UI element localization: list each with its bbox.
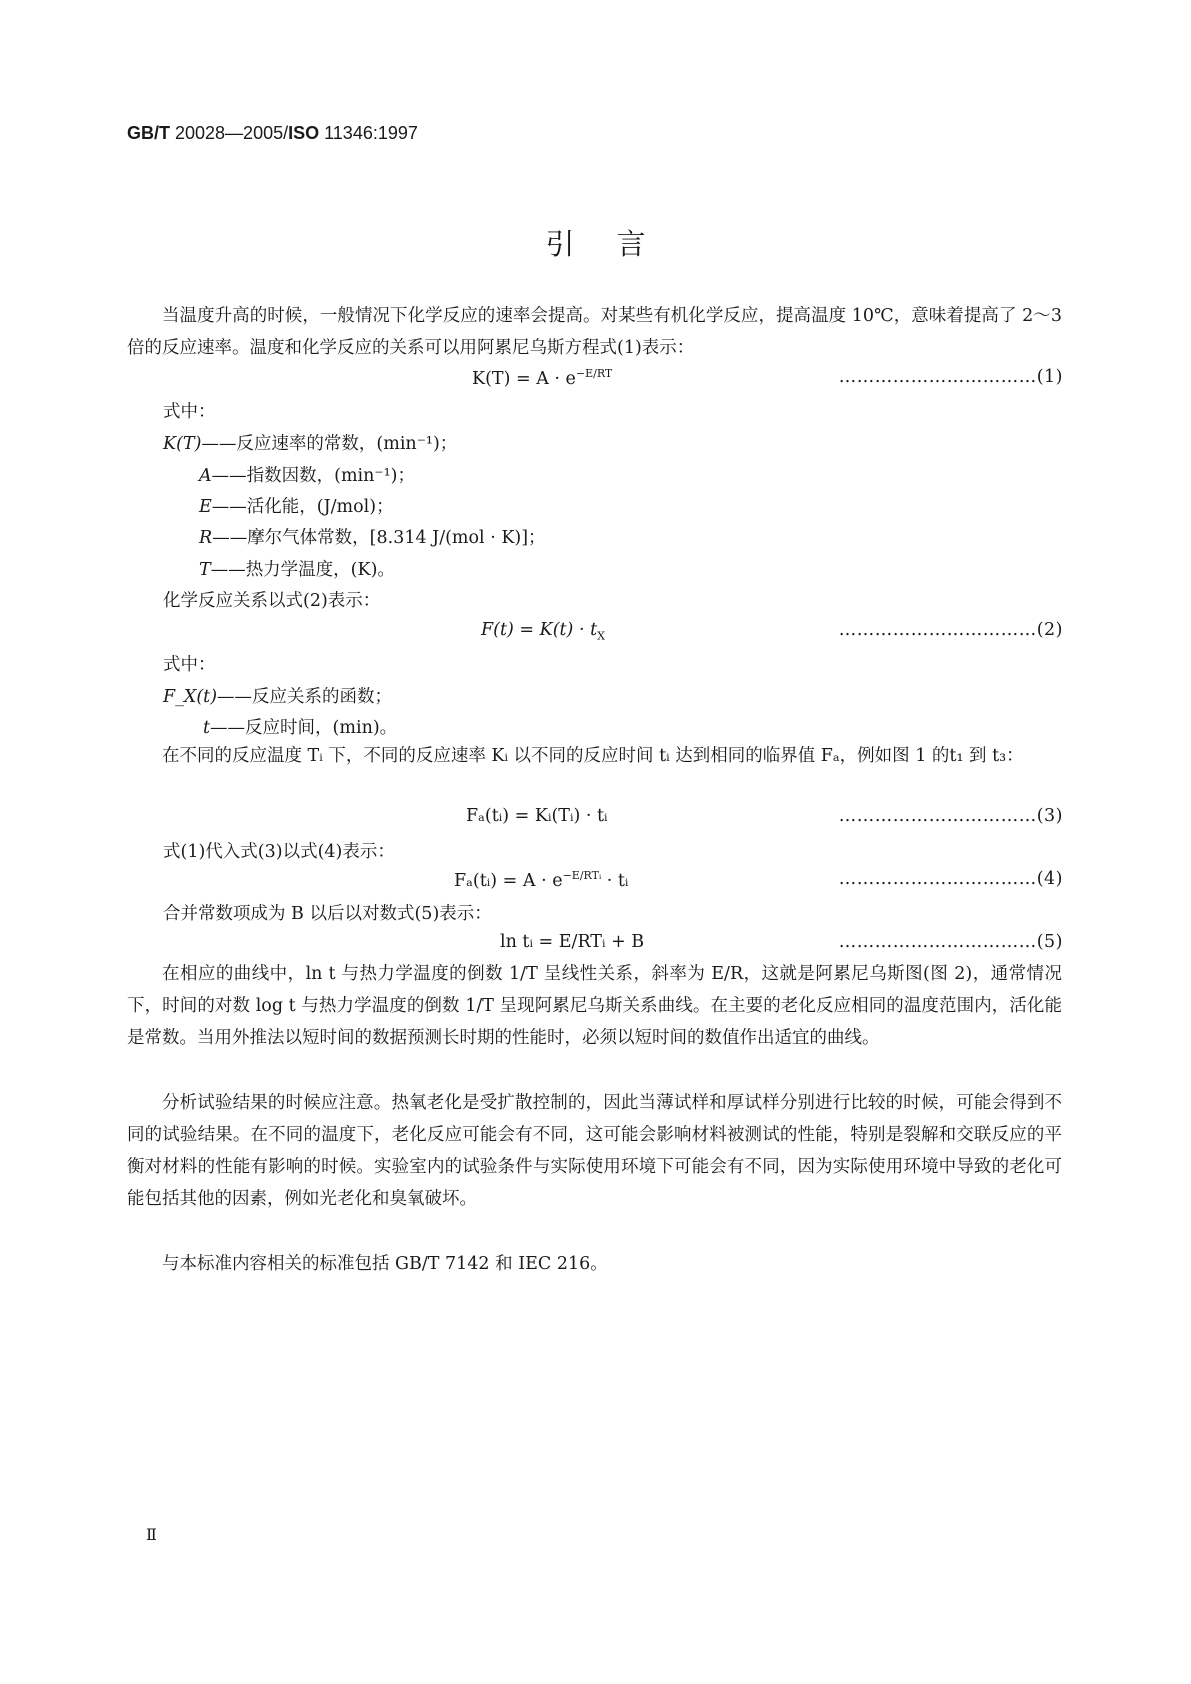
- page-number: Ⅱ: [146, 1525, 157, 1544]
- where-label-1: 式中：: [163, 402, 216, 422]
- equation-3-number: ……………………………(3): [838, 806, 1063, 826]
- equation-2-number: ……………………………(2): [838, 620, 1063, 640]
- equation-2: $F(t) = K(t) \cdot t_X$: [481, 620, 605, 643]
- standard-number-header: GB/T 20028—2005/ISO 11346:1997: [127, 123, 418, 143]
- intro-paragraph-3: 在不同的反应温度 Tᵢ 下，不同的反应速率 Kᵢ 以不同的反应时间 tᵢ 达到相同的临界值 Fₐ，例如图 1 的t₁ 到 t₃：: [162, 746, 1024, 766]
- definition-row: T——热力学温度，(K)。: [199, 560, 395, 580]
- definition-row: E——活化能，(J/mol)；: [199, 497, 394, 517]
- definition-row: K(T)——反应速率的常数，(min⁻¹)；: [163, 434, 458, 454]
- definition-row: t——反应时间，(min)。: [203, 718, 398, 738]
- equation-1: $K(T) = A \cdot e^{-E/RT}$: [472, 367, 613, 389]
- definition-row: A——指数因数，(min⁻¹)；: [199, 466, 416, 486]
- intro-paragraph-8: 与本标准内容相关的标准包括 GB/T 7142 和 IEC 216。: [162, 1254, 608, 1274]
- equation-4-number: ……………………………(4): [838, 869, 1063, 889]
- equation-5-intro: 合并常数项成为 B 以后以对数式(5)表示：: [163, 904, 492, 924]
- equation-5: ln tᵢ = E/RTᵢ + B: [500, 932, 645, 952]
- intro-paragraph-7: 分析试验结果的时候应注意。热氧老化是受扩散控制的，因此当薄试样和厚试样分别进行比较的时候，可能会得到不同的试验结果。在不同的温度下，老化反应可能会有不同，这可能会影响材料被测试的性能，特别是裂解和交联反应的平衡对材料的性能有影响的时候。实验室内的试验条件与实际使用环境下可能会有不同，因为实际使用环境中导致的老化可能包括其他的因素，例如光老化和臭氧破坏。: [127, 1093, 1062, 1209]
- where-label-2: 式中：: [163, 655, 216, 675]
- equation-5-number: ……………………………(5): [838, 932, 1063, 952]
- definition-row: F_X(t)——反应关系的函数；: [163, 687, 393, 707]
- intro-paragraph-6: 在相应的曲线中，ln t 与热力学温度的倒数 1/T 呈线性关系，斜率为 E/R，这就是阿累尼乌斯图(图 2)，通常情况下，时间的对数 log t 与热力学温度的倒数 1/T 呈现阿累尼乌斯关系曲线。在主要的老化反应相同的温度范围内，活化能是常数。当用外推法以短时间的数据预测长时期的性能时，必须以短时间的数值作出适宜的曲线。: [127, 964, 1062, 1048]
- page-title: 引言: [545, 227, 688, 261]
- equation-3: Fₐ(tᵢ) = Kᵢ(Tᵢ) · tᵢ: [466, 806, 608, 826]
- equation-4-intro: 式(1)代入式(3)以式(4)表示：: [163, 842, 395, 862]
- equation-4: Fₐ(tᵢ) = $A \cdot e^{-E/RTᵢ}$ · tᵢ: [454, 869, 629, 891]
- definition-row: R——摩尔气体常数，[8.314 J/(mol · K)]；: [199, 528, 546, 548]
- equation-1-number: ……………………………(1): [838, 367, 1063, 387]
- equation-2-intro: 化学反应关系以式(2)表示：: [163, 591, 381, 611]
- intro-paragraph-1: 当温度升高的时候，一般情况下化学反应的速率会提高。对某些有机化学反应，提高温度 10℃，意味着提高了 2～3 倍的反应速率。温度和化学反应的关系可以用阿累尼乌斯方程式(1)表示：: [127, 306, 1062, 358]
